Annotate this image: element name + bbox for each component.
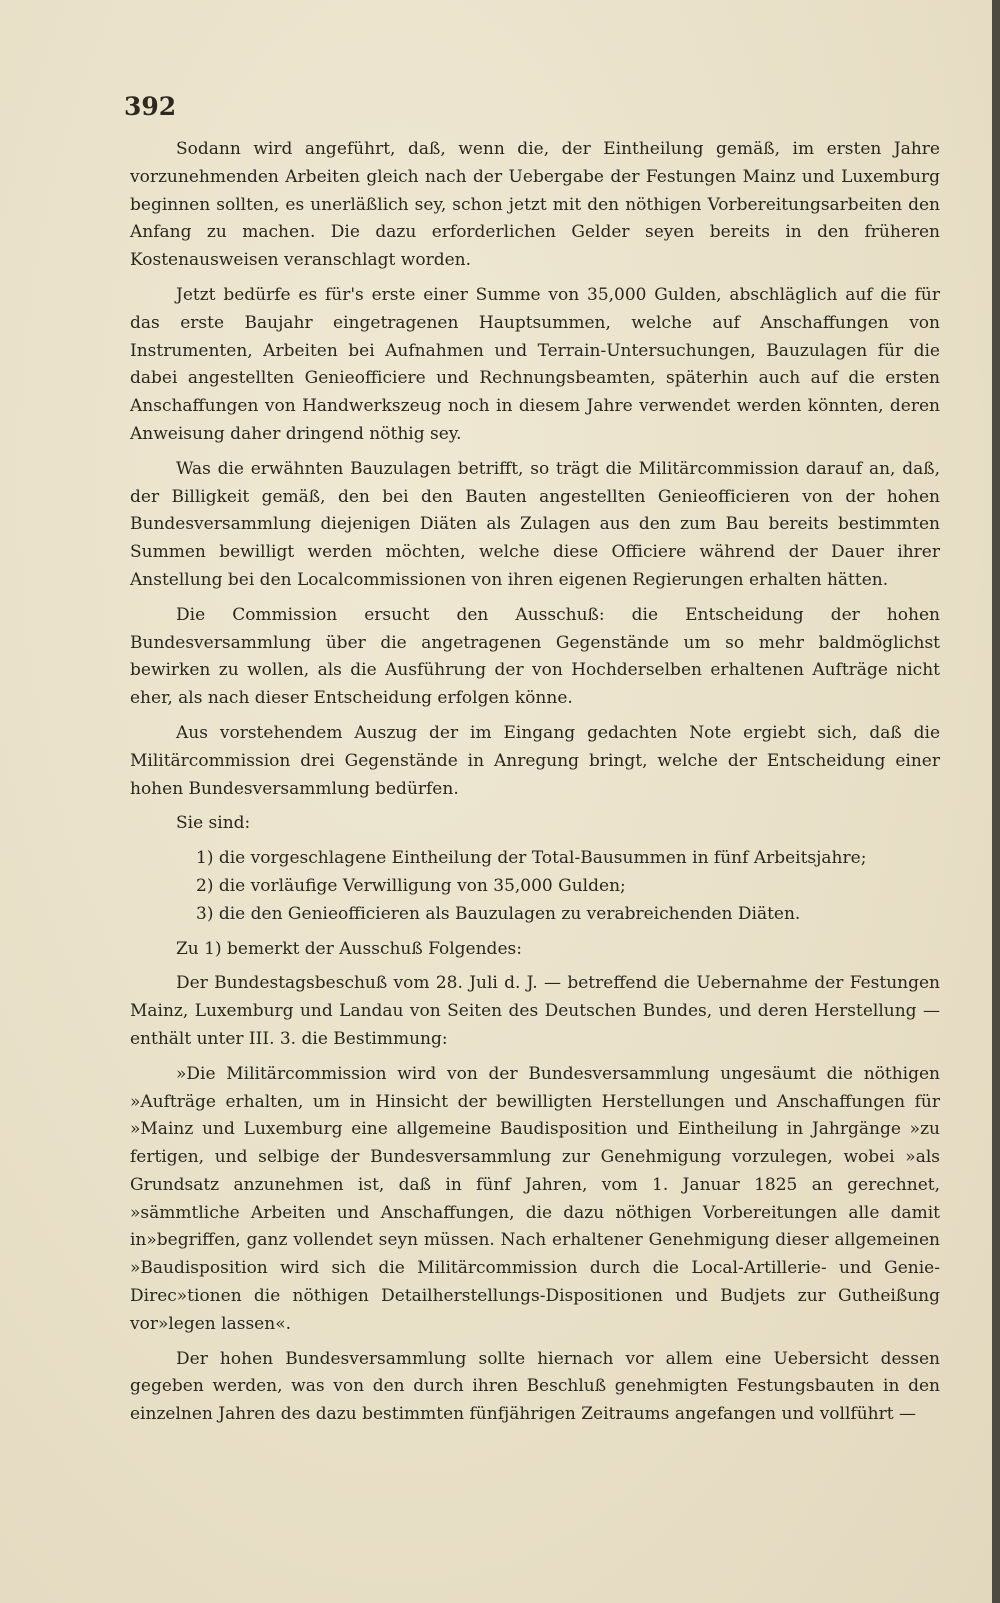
list-item: 1) die vorgeschlagene Eintheilung der Total-Bausummen in fünf Arbeitsjahre;: [196, 848, 867, 869]
list-item: 2) die vorläufige Verwilligung von 35,000 Gulden;: [196, 875, 626, 896]
paragraph: Aus vorstehendem Auszug der im Eingang gedachten Note ergiebt sich, daß die Militärcommission drei Gegenstände in Anregung bringt, welche der Entscheidung einer hohen Bundesversammlung bedürfen.: [130, 722, 940, 799]
paragraph: Zu 1) bemerkt der Ausschuß Folgendes:: [176, 938, 522, 959]
paragraph: Was die erwähnten Bauzulagen betrifft, so trägt die Militärcommission darauf an, daß, der Billigkeit gemäß, den bei den Bauten angestellten Genieofficieren von der hohen Bundesversammlung diejenigen Diäten als Zulagen aus den zum Bau bereits bestimmten Summen bewilligt werden möchten, welche diese Officiere während der Dauer ihrer Anstellung bei den Localcommissionen von ihren eigenen Regierungen erhalten hätten.: [130, 458, 940, 590]
body-text: [130, 136, 940, 1436]
list-item: 3) die den Genieofficieren als Bauzulagen zu verabreichenden Diäten.: [196, 903, 801, 924]
scan-edge: [992, 0, 1000, 1603]
paragraph: Der hohen Bundesversammlung sollte hiernach vor allem eine Uebersicht dessen gegeben werden, was von den durch ihren Beschluß genehmigten Festungsbauten in den einzelnen Jahren des dazu bestimmten fünfjährigen Zeitraums angefangen und vollführt —: [130, 1348, 940, 1425]
page-number: 392: [124, 92, 177, 121]
paragraph: Sie sind:: [176, 813, 251, 834]
paragraph: Die Commission ersucht den Ausschuß: die Entscheidung der hohen Bundesversammlung über die angetragenen Gegenstände um so mehr baldmöglichst bewirken zu wollen, als die Ausführung der von Hochderselben erhaltenen Aufträge nicht eher, als nach dieser Entscheidung erfolgen könne.: [130, 604, 940, 709]
paragraph: Der Bundestagsbeschuß vom 28. Juli d. J. — betreffend die Uebernahme der Festungen Mainz, Luxemburg und Landau von Seiten des Deutschen Bundes, und deren Herstellung — enthält unter III. 3. die Bestimmung:: [130, 973, 940, 1049]
quoted-paragraph: »Die Militärcommission wird von der Bundesversammlung ungesäumt die nöthigen »Aufträge erhalten, um in Hinsicht der bewilligten Herstellungen und Anschaffungen für »Mainz und Luxemburg eine allgemeine Baudisposition und Eintheilung in Jahrgänge »zu fertigen, und selbige der Bundesversammlung zur Genehmigung vorzulegen, wobei »als Grundsatz anzunehmen ist, daß in fünf Jahren, vom 1. Januar 1825 an gerechnet, »sämmtliche Arbeiten und Anschaffungen, die dazu nöthigen Vorbereitungen alle damit in»begriffen, ganz vollendet seyn müssen. Nach erhaltener Genehmigung dieser allgemeinen »Baudisposition wird sich die Militärcommission durch die Local-Artillerie- und Genie-Direc»tionen die nöthigen Detailherstellungs-Dispositionen und Budjets zur Gutheißung vor»legen lassen«.: [130, 1063, 940, 1334]
paragraph: Jetzt bedürfe es für's erste einer Summe von 35,000 Gulden, abschläglich auf die für das erste Baujahr eingetragenen Hauptsummen, welche auf Anschaffungen von Instrumenten, Arbeiten bei Aufnahmen und Terrain-Untersuchungen, Bauzulagen für die dabei angestellten Genieofficiere und Rechnungsbeamten, späterhin auch auf die ersten Anschaffungen von Handwerkszeug noch in diesem Jahre verwendet werden könnten, deren Anweisung daher dringend nöthig sey.: [130, 284, 940, 444]
paragraph: Sodann wird angeführt, daß, wenn die, der Eintheilung gemäß, im ersten Jahre vorzunehmenden Arbeiten gleich nach der Uebergabe der Festungen Mainz und Luxemburg beginnen sollten, es unerläßlich sey, schon jetzt mit den nöthigen Vorbereitungsarbeiten den Anfang zu machen. Die dazu erforderlichen Gelder seyen bereits in den früheren Kostenausweisen veranschlagt worden.: [130, 139, 940, 271]
